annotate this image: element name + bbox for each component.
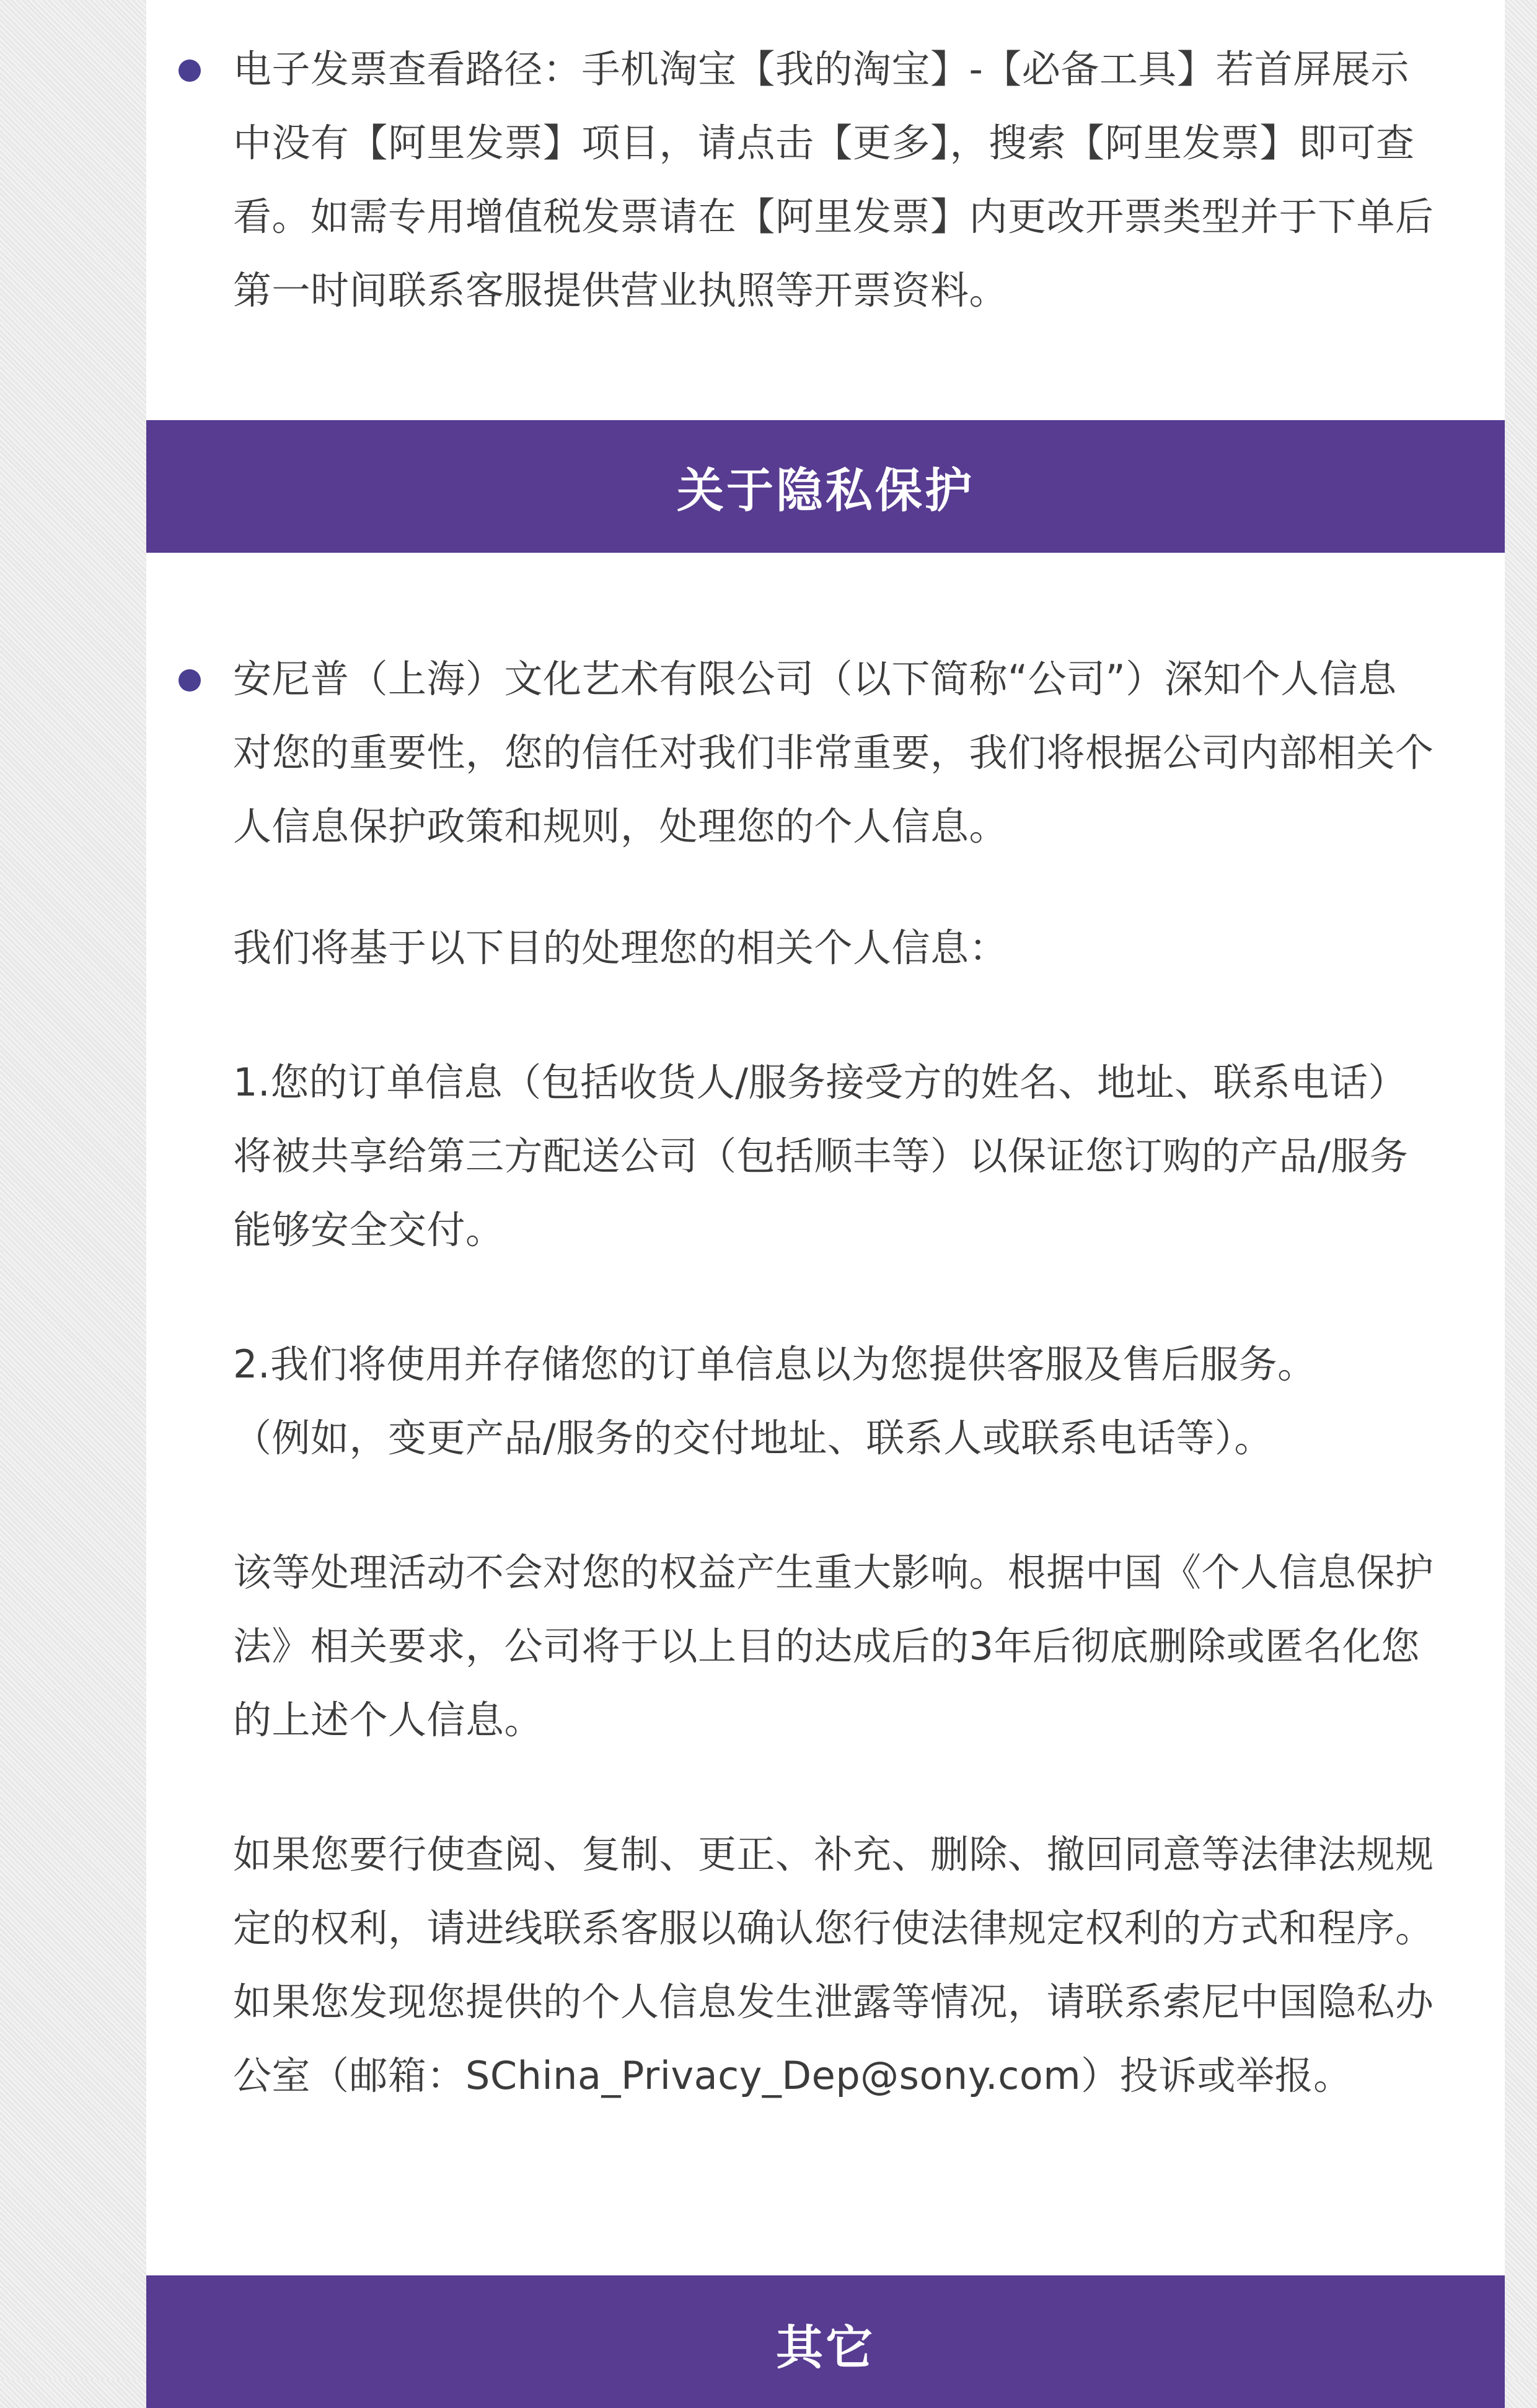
other-section-header: 其它 — [146, 2275, 1505, 2408]
bullet-dot-icon — [178, 59, 201, 82]
privacy-bullet-item — [233, 642, 1435, 863]
privacy-section-header: 关于隐私保护 — [146, 420, 1505, 553]
privacy-item-2-line-1: 2.我们将使用并存储您的订单信息以为您提供客服及售后服务。 — [233, 1342, 1316, 1387]
privacy-item-2 — [233, 1327, 1435, 1475]
privacy-retention-text: 该等处理活动不会对您的权益产生重大影响。根据中国《个人信息保护法》相关要求，公司将于以上目的达成后的3年后彻底删除或匿名化您的上述个人信息。 — [233, 1550, 1434, 1742]
privacy-item-1: 1.您的订单信息（包括收货人/服务接受方的姓名、地址、联系电话）将被共享给第三方配送公司（包括顺丰等）以保证您订购的产品/服务能够安全交付。 — [233, 1060, 1409, 1252]
invoice-section — [233, 32, 1435, 327]
invoice-path-text: 电子发票查看路径：手机淘宝【我的淘宝】-【必备工具】若首屏展示中没有【阿里发票】项目，请点击【更多】，搜索【阿里发票】即可查看。如需专用增值税发票请在【阿里发票】内更改开票类型并于下单后第一时间联系客服提供营业执照等开票资料。 — [233, 46, 1434, 313]
bullet-dot-icon — [178, 669, 201, 692]
privacy-section — [233, 642, 1435, 2112]
privacy-intro-text: 安尼普（上海）文化艺术有限公司（以下简称“公司”）深知个人信息对您的重要性，您的信任对我们非常重要，我们将根据公司内部相关个人信息保护政策和规则，处理您的个人信息。 — [233, 656, 1434, 849]
content-panel — [146, 0, 1505, 2379]
privacy-purpose-lead: 我们将基于以下目的处理您的相关个人信息： — [233, 925, 1008, 970]
privacy-rights-text: 如果您要行使查阅、复制、更正、补充、删除、撤回同意等法律法规规定的权利，请进线联系客服以确认您行使法律规定权利的方式和程序。如果您发现您提供的个人信息发生泄露等情况，请联系索尼中国隐私办公室（邮箱：SChina_Privacy_Dep@sony.com）投诉或举报。 — [233, 1832, 1434, 2098]
invoice-bullet-item — [233, 32, 1435, 327]
privacy-item-2-line-2: （例如，变更产品/服务的交付地址、联系人或联系电话等）。 — [233, 1415, 1273, 1461]
